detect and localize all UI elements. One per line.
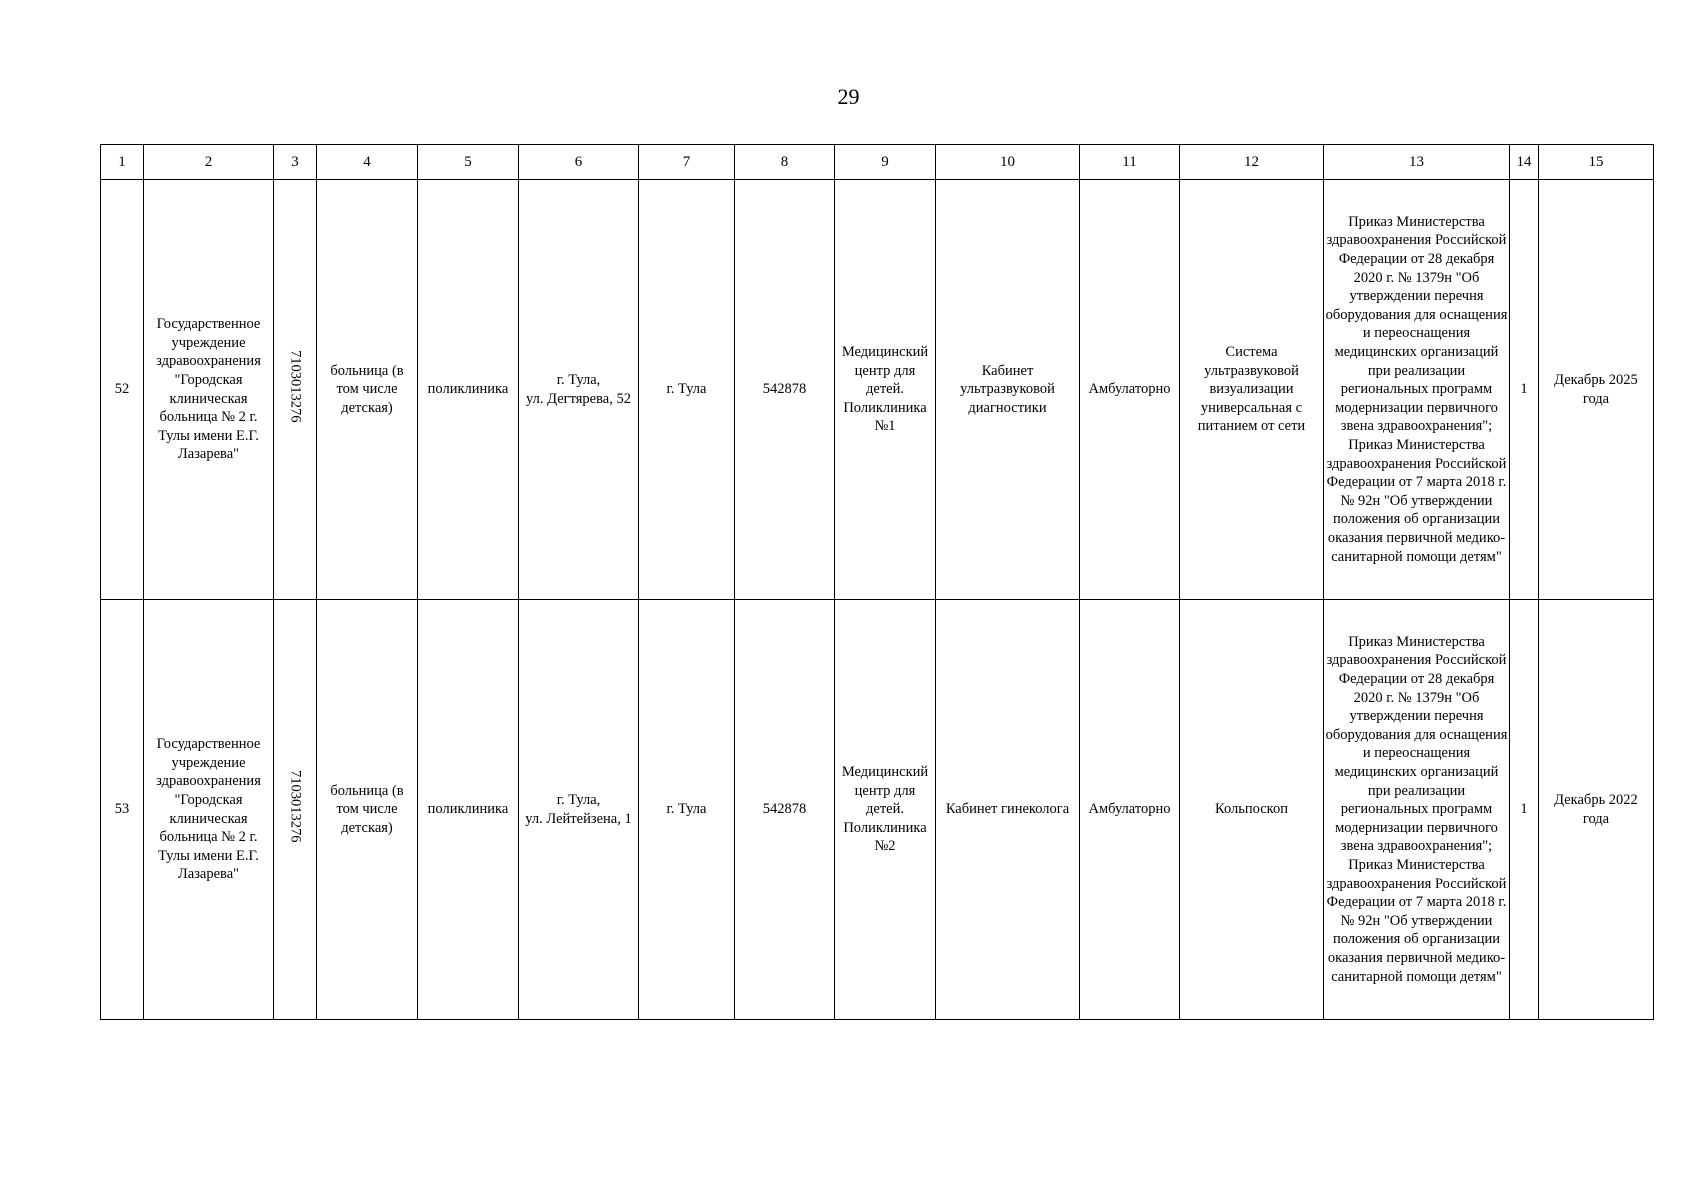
column-header: 13 [1324,145,1510,180]
structural-unit: Медицинский центр для детей. Поликлиника №1 [835,180,936,600]
quantity: 1 [1510,600,1539,1020]
care-condition: Амбулаторно [1080,600,1180,1020]
column-header: 2 [144,145,274,180]
facility-code: 542878 [735,180,835,600]
address-street: ул. Дегтярева, 52 [526,390,631,407]
inn-cell [274,180,317,600]
facility-type: больница (в том числе детская) [317,180,418,600]
column-header: 10 [936,145,1080,180]
equipment-name: Система ультразвуковой визуализации универсальная с питанием от сети [1180,180,1324,600]
equipment-table [100,144,1654,1020]
row-number: 52 [101,180,144,600]
column-header: 1 [101,145,144,180]
settlement: г. Тула [639,180,735,600]
organization-name: Государственное учреждение здравоохранения "Городская клиническая больница № 2 г. Тулы имени Е.Г. Лазарева" [144,600,274,1020]
inn-cell [274,600,317,1020]
legal-basis: Приказ Министерства здравоохранения Российской Федерации от 28 декабря 2020 г. № 1379н "Об утверждении перечня оборудования для оснащения и переоснащения медицинских организаций при реализации региональных программ модернизации первичного звена здравоохранения"; Приказ Министерства здравоохранения Российской Федерации от 7 марта 2018 г. № 92н "Об утверждении положения об организации оказания первичной медико-санитарной помощи детям" [1324,180,1510,600]
inn-code: 7103013276 [287,770,304,843]
quantity: 1 [1510,180,1539,600]
cabinet-name: Кабинет гинеколога [936,600,1080,1020]
header-row [101,145,1654,180]
facility-type: больница (в том числе детская) [317,600,418,1020]
column-header: 5 [418,145,519,180]
page-number: 29 [837,84,860,109]
column-header: 15 [1539,145,1654,180]
facility-code: 542878 [735,600,835,1020]
column-header: 9 [835,145,936,180]
structural-unit: Медицинский центр для детей. Поликлиника №2 [835,600,936,1020]
delivery-date: Декабрь 2022 года [1539,600,1654,1020]
address-city: г. Тула, [556,791,601,808]
column-header: 7 [639,145,735,180]
column-header: 12 [1180,145,1324,180]
equipment-name: Кольпоскоп [1180,600,1324,1020]
settlement: г. Тула [639,600,735,1020]
table-row [101,600,1654,1020]
inn-code: 7103013276 [287,350,304,423]
column-header: 11 [1080,145,1180,180]
column-header: 14 [1510,145,1539,180]
address-street: ул. Лейтейзена, 1 [525,810,632,827]
column-header: 8 [735,145,835,180]
address-cell [519,180,639,600]
legal-basis: Приказ Министерства здравоохранения Российской Федерации от 28 декабря 2020 г. № 1379н "Об утверждении перечня оборудования для оснащения и переоснащения медицинских организаций при реализации региональных программ модернизации первичного звена здравоохранения"; Приказ Министерства здравоохранения Российской Федерации от 7 марта 2018 г. № 92н "Об утверждении положения об организации оказания первичной медико-санитарной помощи детям" [1324,600,1510,1020]
delivery-date: Декабрь 2025 года [1539,180,1654,600]
care-condition: Амбулаторно [1080,180,1180,600]
column-header: 4 [317,145,418,180]
cabinet-name: Кабинет ультразвуковой диагностики [936,180,1080,600]
row-number: 53 [101,600,144,1020]
column-header: 3 [274,145,317,180]
address-cell [519,600,639,1020]
column-header: 6 [519,145,639,180]
table-row [101,180,1654,600]
subdivision-type: поликлиника [418,180,519,600]
organization-name: Государственное учреждение здравоохранения "Городская клиническая больница № 2 г. Тулы имени Е.Г. Лазарева" [144,180,274,600]
address-city: г. Тула, [556,371,601,388]
subdivision-type: поликлиника [418,600,519,1020]
